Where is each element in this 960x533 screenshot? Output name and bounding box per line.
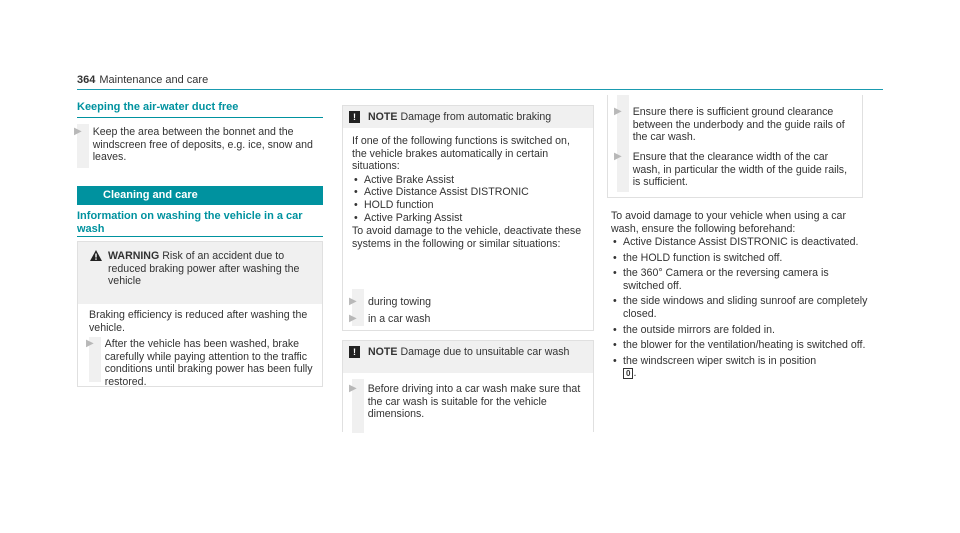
switch-position-keycap: 0 [623,368,633,379]
list-item: • the side windows and sliding sunroof are completely closed. [611,295,869,320]
note-intro: If one of the following functions is switched on, the vehicle brakes automatically in certain situations: [352,135,570,173]
list-item: • the blower for the ventilation/heating is switched off. [611,339,869,352]
arrow-icon: ▶ [349,296,357,307]
note-label: NOTE [368,111,398,123]
function-list [352,174,585,224]
list-item: • the 360° Camera or the reversing camera is switched off. [611,267,869,292]
arrow-icon: ▶ [614,151,622,162]
keeping-instruction [74,126,323,164]
note-title: Damage from automatic braking [400,111,552,123]
arrow-icon: ▶ [74,126,82,137]
header-divider [77,89,883,90]
warning-box [77,241,323,387]
instruction-text: After the vehicle has been washed, brake carefully while paying attention to the traffic conditions until braking power has been fully restored. [104,338,313,388]
period: . [633,367,637,380]
warning-header [78,242,322,304]
arrow-icon: ▶ [349,383,357,394]
step-text: Ensure that the clearance width of the car wash, in particular the width of the guide rails, is sufficient. [632,151,848,189]
note-title: Damage due to unsuitable car wash [400,346,570,358]
warning-body: Braking efficiency is reduced after washing the vehicle. [89,309,308,334]
note-label: NOTE [368,346,398,358]
note-content [343,128,593,250]
arrow-icon: ▶ [349,313,357,324]
step-text: Before driving into a car wash make sure that the car wash is suitable for the vehicle dimensions. [367,383,581,421]
arrow-icon: ▶ [614,106,622,117]
note-header [343,341,593,373]
step-text: during towing [368,296,432,308]
section-banner: Cleaning and care [77,186,323,205]
car-wash-title: Information on washing the vehicle in a car wash [77,210,303,235]
step-text: Ensure there is sufficient ground clearance between the underbody and the guide rails of the car wash. [632,106,845,144]
list-item: • HOLD function [352,199,585,212]
continued-steps-box [607,95,863,198]
list-item: • the HOLD function is switched off. [611,252,869,265]
step-clearance-width [614,151,854,189]
instruction-text: Keep the area between the bonnet and the windscreen free of deposits, e.g. ice, snow and leaves. [92,126,313,164]
title-rule [77,117,323,118]
step-car-wash [349,313,579,326]
step-text: in a car wash [368,313,431,325]
list-item: • Active Distance Assist DISTRONIC is deactivated. [611,236,869,249]
step-ground-clearance [614,106,854,144]
title-rule [77,236,323,237]
list-item-last [611,355,869,380]
page-number: 364 [77,74,96,86]
step-towing [349,296,579,309]
page-header [77,74,208,87]
checklist-intro: To avoid damage to your vehicle when using a car wash, ensure the following beforehand: [611,210,846,235]
note-icon: ! [349,111,360,123]
warning-label: WARNING [108,250,160,262]
keeping-duct-title: Keeping the air-water duct free [77,101,239,113]
list-item: • the outside mirrors are folded in. [611,324,869,337]
warning-instruction [86,338,316,388]
warning-triangle-icon [90,250,102,261]
list-item: • Active Distance Assist DISTRONIC [352,186,585,199]
note-header [343,106,593,128]
chapter-title: Maintenance and care [99,74,209,86]
note-box-unsuitable-wash [342,340,594,432]
list-item: • Active Brake Assist [352,174,585,187]
note-after: To avoid damage to the vehicle, deactivate these systems in the following or similar situations: [352,225,582,250]
list-item-text: the windscreen wiper switch is in position [623,354,817,367]
note-box-automatic-braking [342,105,594,331]
note-icon: ! [349,346,360,358]
checklist [611,236,869,380]
list-item: • Active Parking Assist [352,212,585,225]
step-check-dimensions [349,383,583,421]
arrow-icon: ▶ [86,338,94,349]
warning-text: Risk of an accident due to reduced braking power after washing the vehicle [108,250,300,288]
